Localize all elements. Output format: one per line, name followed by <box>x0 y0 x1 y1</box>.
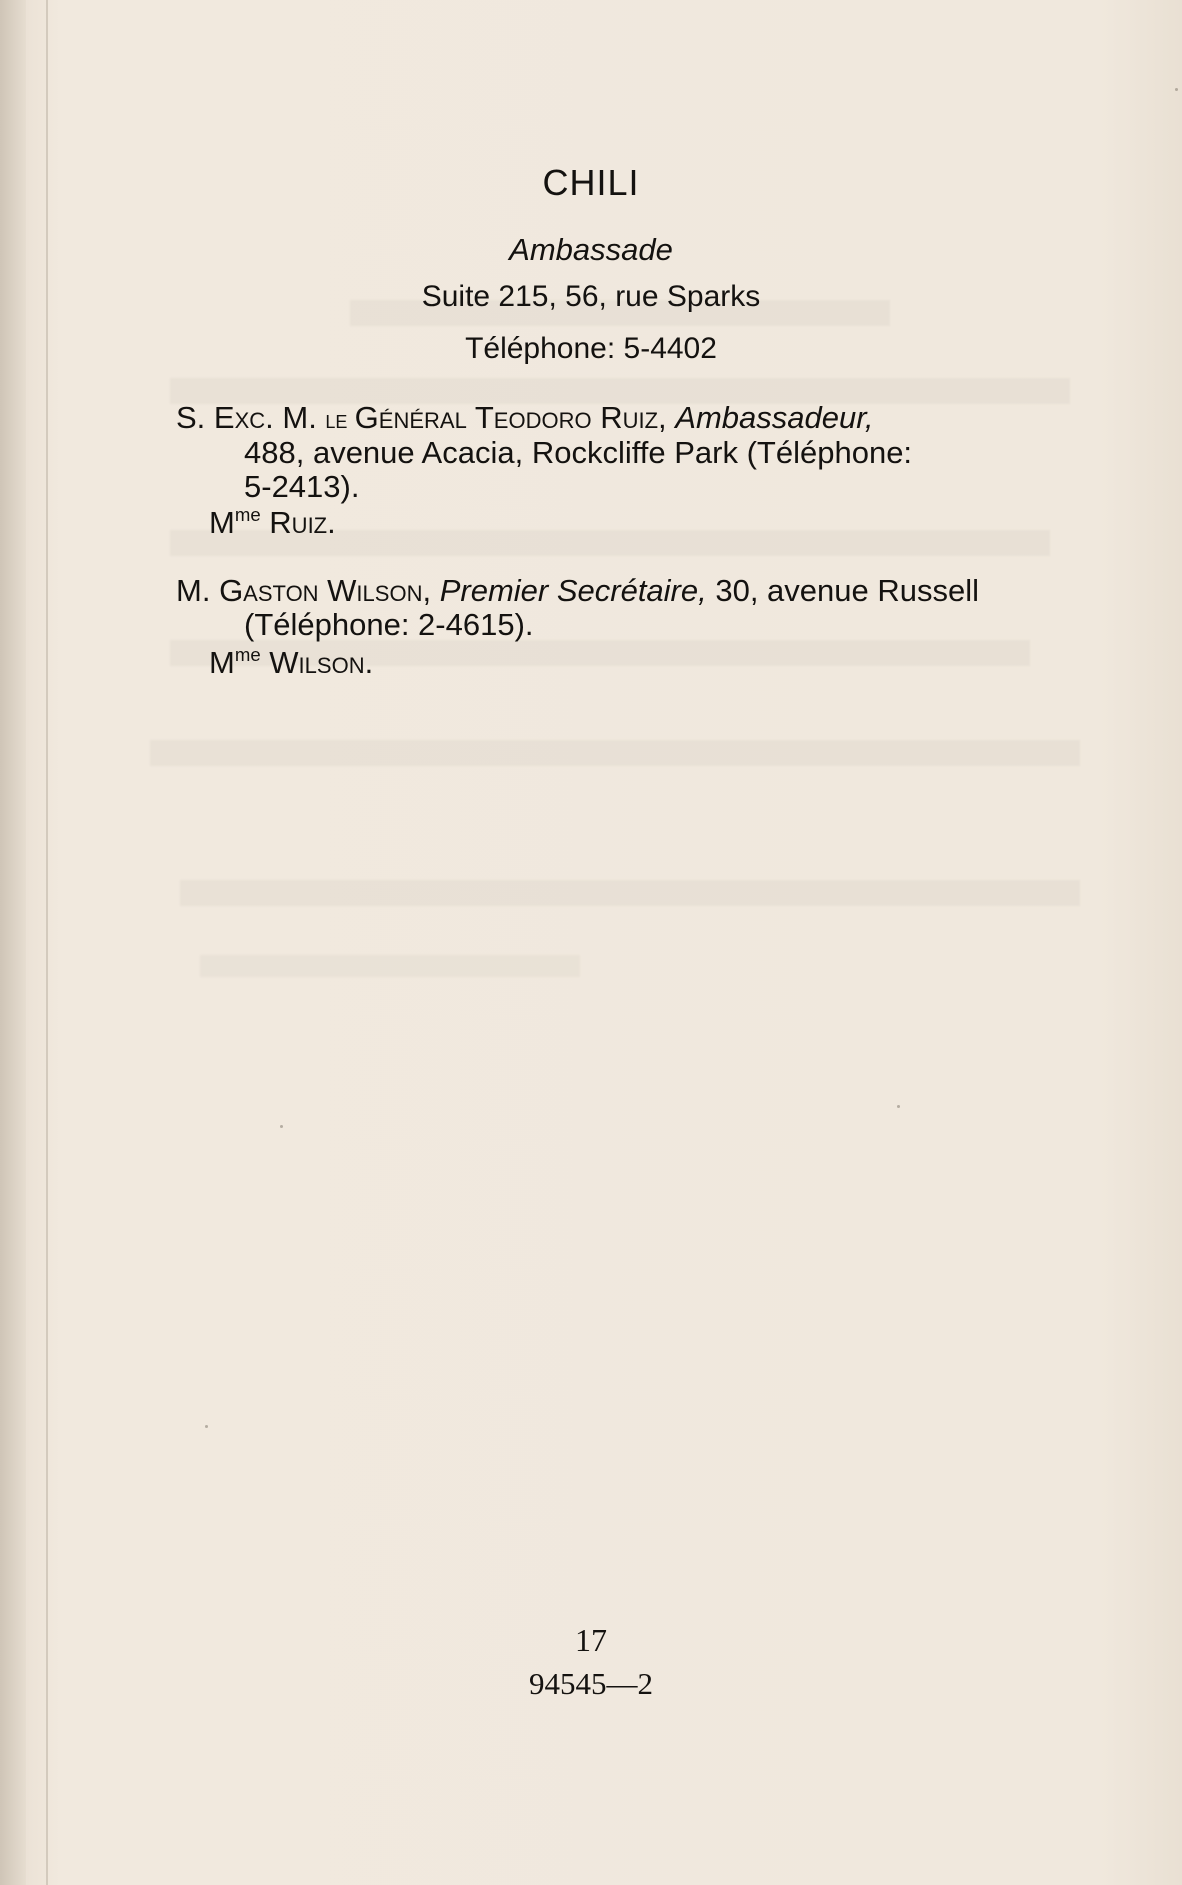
entry-line <box>209 503 1119 540</box>
entry-spouse <box>209 643 1119 680</box>
entry-spouse <box>209 503 1119 540</box>
print-code: 94545—2 <box>529 1666 653 1701</box>
entry-telephone: 5-2413). <box>244 469 360 504</box>
paper-speck <box>897 1105 900 1108</box>
entry-line <box>176 574 1086 608</box>
entry-line <box>209 643 1119 680</box>
entry-honorific: M <box>209 505 235 540</box>
entry-separator: , <box>658 400 676 435</box>
entry-separator: , <box>422 573 440 608</box>
paper-speck <box>1175 88 1178 91</box>
paper-speck <box>280 1125 283 1128</box>
entry-line <box>176 401 1086 436</box>
embassy-telephone: Téléphone: 5-4402 <box>465 332 717 365</box>
entry-name: Wilson. <box>269 645 374 680</box>
embassy-address: Suite 215, 56, rue Sparks <box>421 280 761 313</box>
entry-telephone: (Téléphone: 2-4615). <box>244 607 534 642</box>
entry-prefix: S. Exc. M. <box>176 400 326 435</box>
entry-ambassador <box>176 401 1086 504</box>
entry-title: Premier Secrétaire, <box>439 573 707 608</box>
entry-first-secretary <box>176 574 1086 642</box>
page-number: 17 <box>575 1622 607 1658</box>
entry-honorific-sup: me <box>234 503 261 525</box>
office-subheading: Ambassade <box>509 232 673 267</box>
entry-name: Gaston Wilson <box>219 573 423 608</box>
entry-prefix: M. <box>176 573 220 608</box>
entry-name: Général Teodoro Ruiz <box>354 400 659 435</box>
entry-rank: le <box>325 404 355 434</box>
entry-title: Ambassadeur, <box>675 400 874 435</box>
country-heading: CHILI <box>542 162 640 203</box>
entry-address: 30, avenue Russell <box>706 573 980 608</box>
entry-name: Ruiz. <box>269 505 336 540</box>
entry-honorific-sup: me <box>234 643 261 665</box>
entry-address: 488, avenue Acacia, Rockcliffe Park (Téléphone: <box>244 435 913 470</box>
entry-honorific: M <box>209 645 235 680</box>
paper-speck <box>205 1425 208 1428</box>
